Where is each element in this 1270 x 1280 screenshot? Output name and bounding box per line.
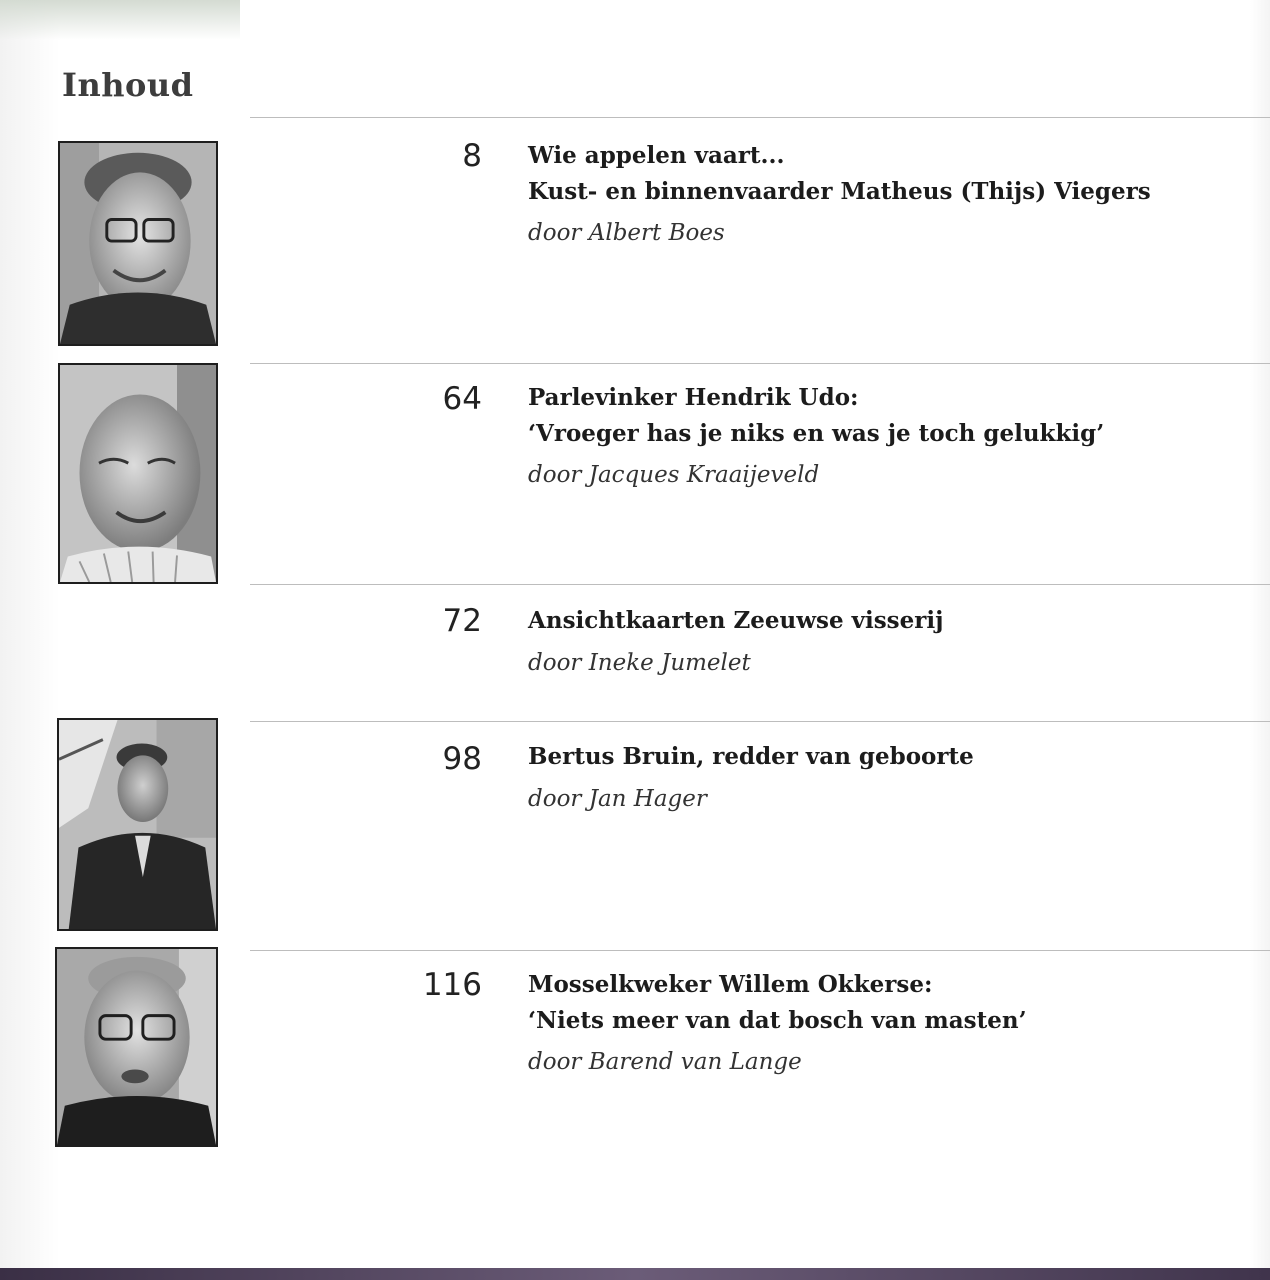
entry-title[interactable] <box>528 739 1248 775</box>
entry-title[interactable] <box>528 380 1248 452</box>
entry-author: door Barend van Lange <box>528 1049 802 1075</box>
separator-rule <box>250 117 1270 118</box>
entry-title-line: Parlevinker Hendrik Udo: <box>528 384 859 411</box>
entry-title[interactable] <box>528 138 1248 210</box>
scan-edge <box>0 1268 1270 1280</box>
portrait-photo <box>58 141 218 346</box>
entry-author: door Albert Boes <box>528 220 725 246</box>
entry-page-number: 72 <box>442 603 482 639</box>
entry-title-line: Ansichtkaarten Zeeuwse visserij <box>528 607 944 634</box>
portrait-photo <box>58 363 218 584</box>
entry-title-line: Mosselkweker Willem Okkerse: <box>528 971 933 998</box>
separator-rule <box>250 721 1270 722</box>
entry-title[interactable] <box>528 967 1248 1039</box>
portrait-photo <box>57 718 218 931</box>
entry-title-line: ‘Vroeger has je niks en was je toch gelukkig’ <box>528 420 1105 447</box>
separator-rule <box>250 363 1270 364</box>
entry-page-number: 64 <box>442 381 482 417</box>
entry-page-number: 8 <box>462 138 482 174</box>
entry-author: door Ineke Jumelet <box>528 650 751 676</box>
entry-author: door Jacques Kraaijeveld <box>528 462 820 488</box>
entry-page-number: 98 <box>442 741 482 777</box>
entry-title-line: Wie appelen vaart... <box>528 142 785 169</box>
page-heading: Inhoud <box>62 66 194 104</box>
separator-rule <box>250 950 1270 951</box>
entry-title[interactable] <box>528 603 1248 639</box>
scan-shadow <box>0 0 240 40</box>
portrait-photo <box>55 947 218 1147</box>
separator-rule <box>250 584 1270 585</box>
entry-page-number: 116 <box>422 967 482 1003</box>
entry-title-line: Kust- en binnenvaarder Matheus (Thijs) Viegers <box>528 178 1151 205</box>
entry-author: door Jan Hager <box>528 786 707 812</box>
entry-title-line: ‘Niets meer van dat bosch van masten’ <box>528 1007 1027 1034</box>
entry-title-line: Bertus Bruin, redder van geboorte <box>528 743 974 770</box>
